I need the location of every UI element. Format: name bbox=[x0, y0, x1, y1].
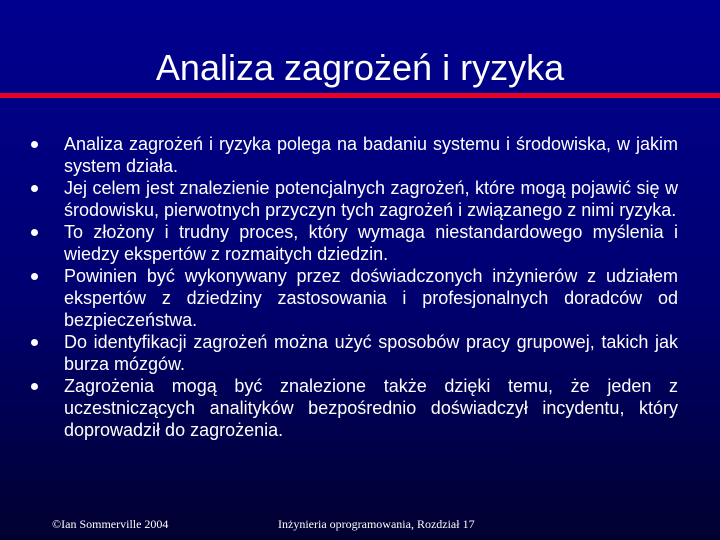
bullet-list bbox=[0, 133, 720, 441]
bullet-text: Analiza zagrożeń i ryzyka polega na badaniu systemu i środowiska, w jakim system działa. bbox=[64, 134, 678, 176]
bullet-item bbox=[0, 221, 720, 265]
slide-title: Analiza zagrożeń i ryzyka bbox=[155, 47, 565, 88]
footer-chapter: Inżynieria oprogramowania, Rozdział 17 bbox=[278, 517, 475, 531]
bullet-text: Jej celem jest znalezienie potencjalnych zagrożeń, które mogą pojawić się w środowisku, pierwotnych przyczyn tych zagrożeń i związanego z nimi ryzyka. bbox=[64, 178, 678, 220]
bullet-text: To złożony i trudny proces, który wymaga niestandardowego myślenia i wiedzy ekspertów z rozmaitych dziedzin. bbox=[64, 222, 678, 264]
bullet-dot-icon bbox=[31, 141, 38, 148]
bullet-item bbox=[0, 133, 720, 177]
bullet-text: Powinien być wykonywany przez doświadczonych inżynierów z udziałem ekspertów z dziedziny zastosowania i profesjonalnych doradców od bezpieczeństwa. bbox=[64, 266, 678, 330]
bullet-item bbox=[0, 265, 720, 331]
bullet-dot-icon bbox=[31, 383, 38, 390]
bullet-dot-icon bbox=[31, 229, 38, 236]
bullet-item bbox=[0, 177, 720, 221]
footer-copyright: ©Ian Sommerville 2004 bbox=[52, 517, 169, 531]
bullet-dot-icon bbox=[31, 339, 38, 346]
bullet-item bbox=[0, 375, 720, 441]
bullet-text: Do identyfikacji zagrożeń można użyć sposobów pracy grupowej, takich jak burza mózgów. bbox=[64, 332, 678, 374]
bullet-dot-icon bbox=[31, 185, 38, 192]
title-underline bbox=[0, 93, 720, 98]
bullet-text: Zagrożenia mogą być znalezione także dzięki temu, że jeden z uczestniczących analityków bezpośrednio doświadczył incydentu, który doprowadził do zagrożenia. bbox=[64, 376, 678, 440]
bullet-dot-icon bbox=[31, 273, 38, 280]
bullet-item bbox=[0, 331, 720, 375]
